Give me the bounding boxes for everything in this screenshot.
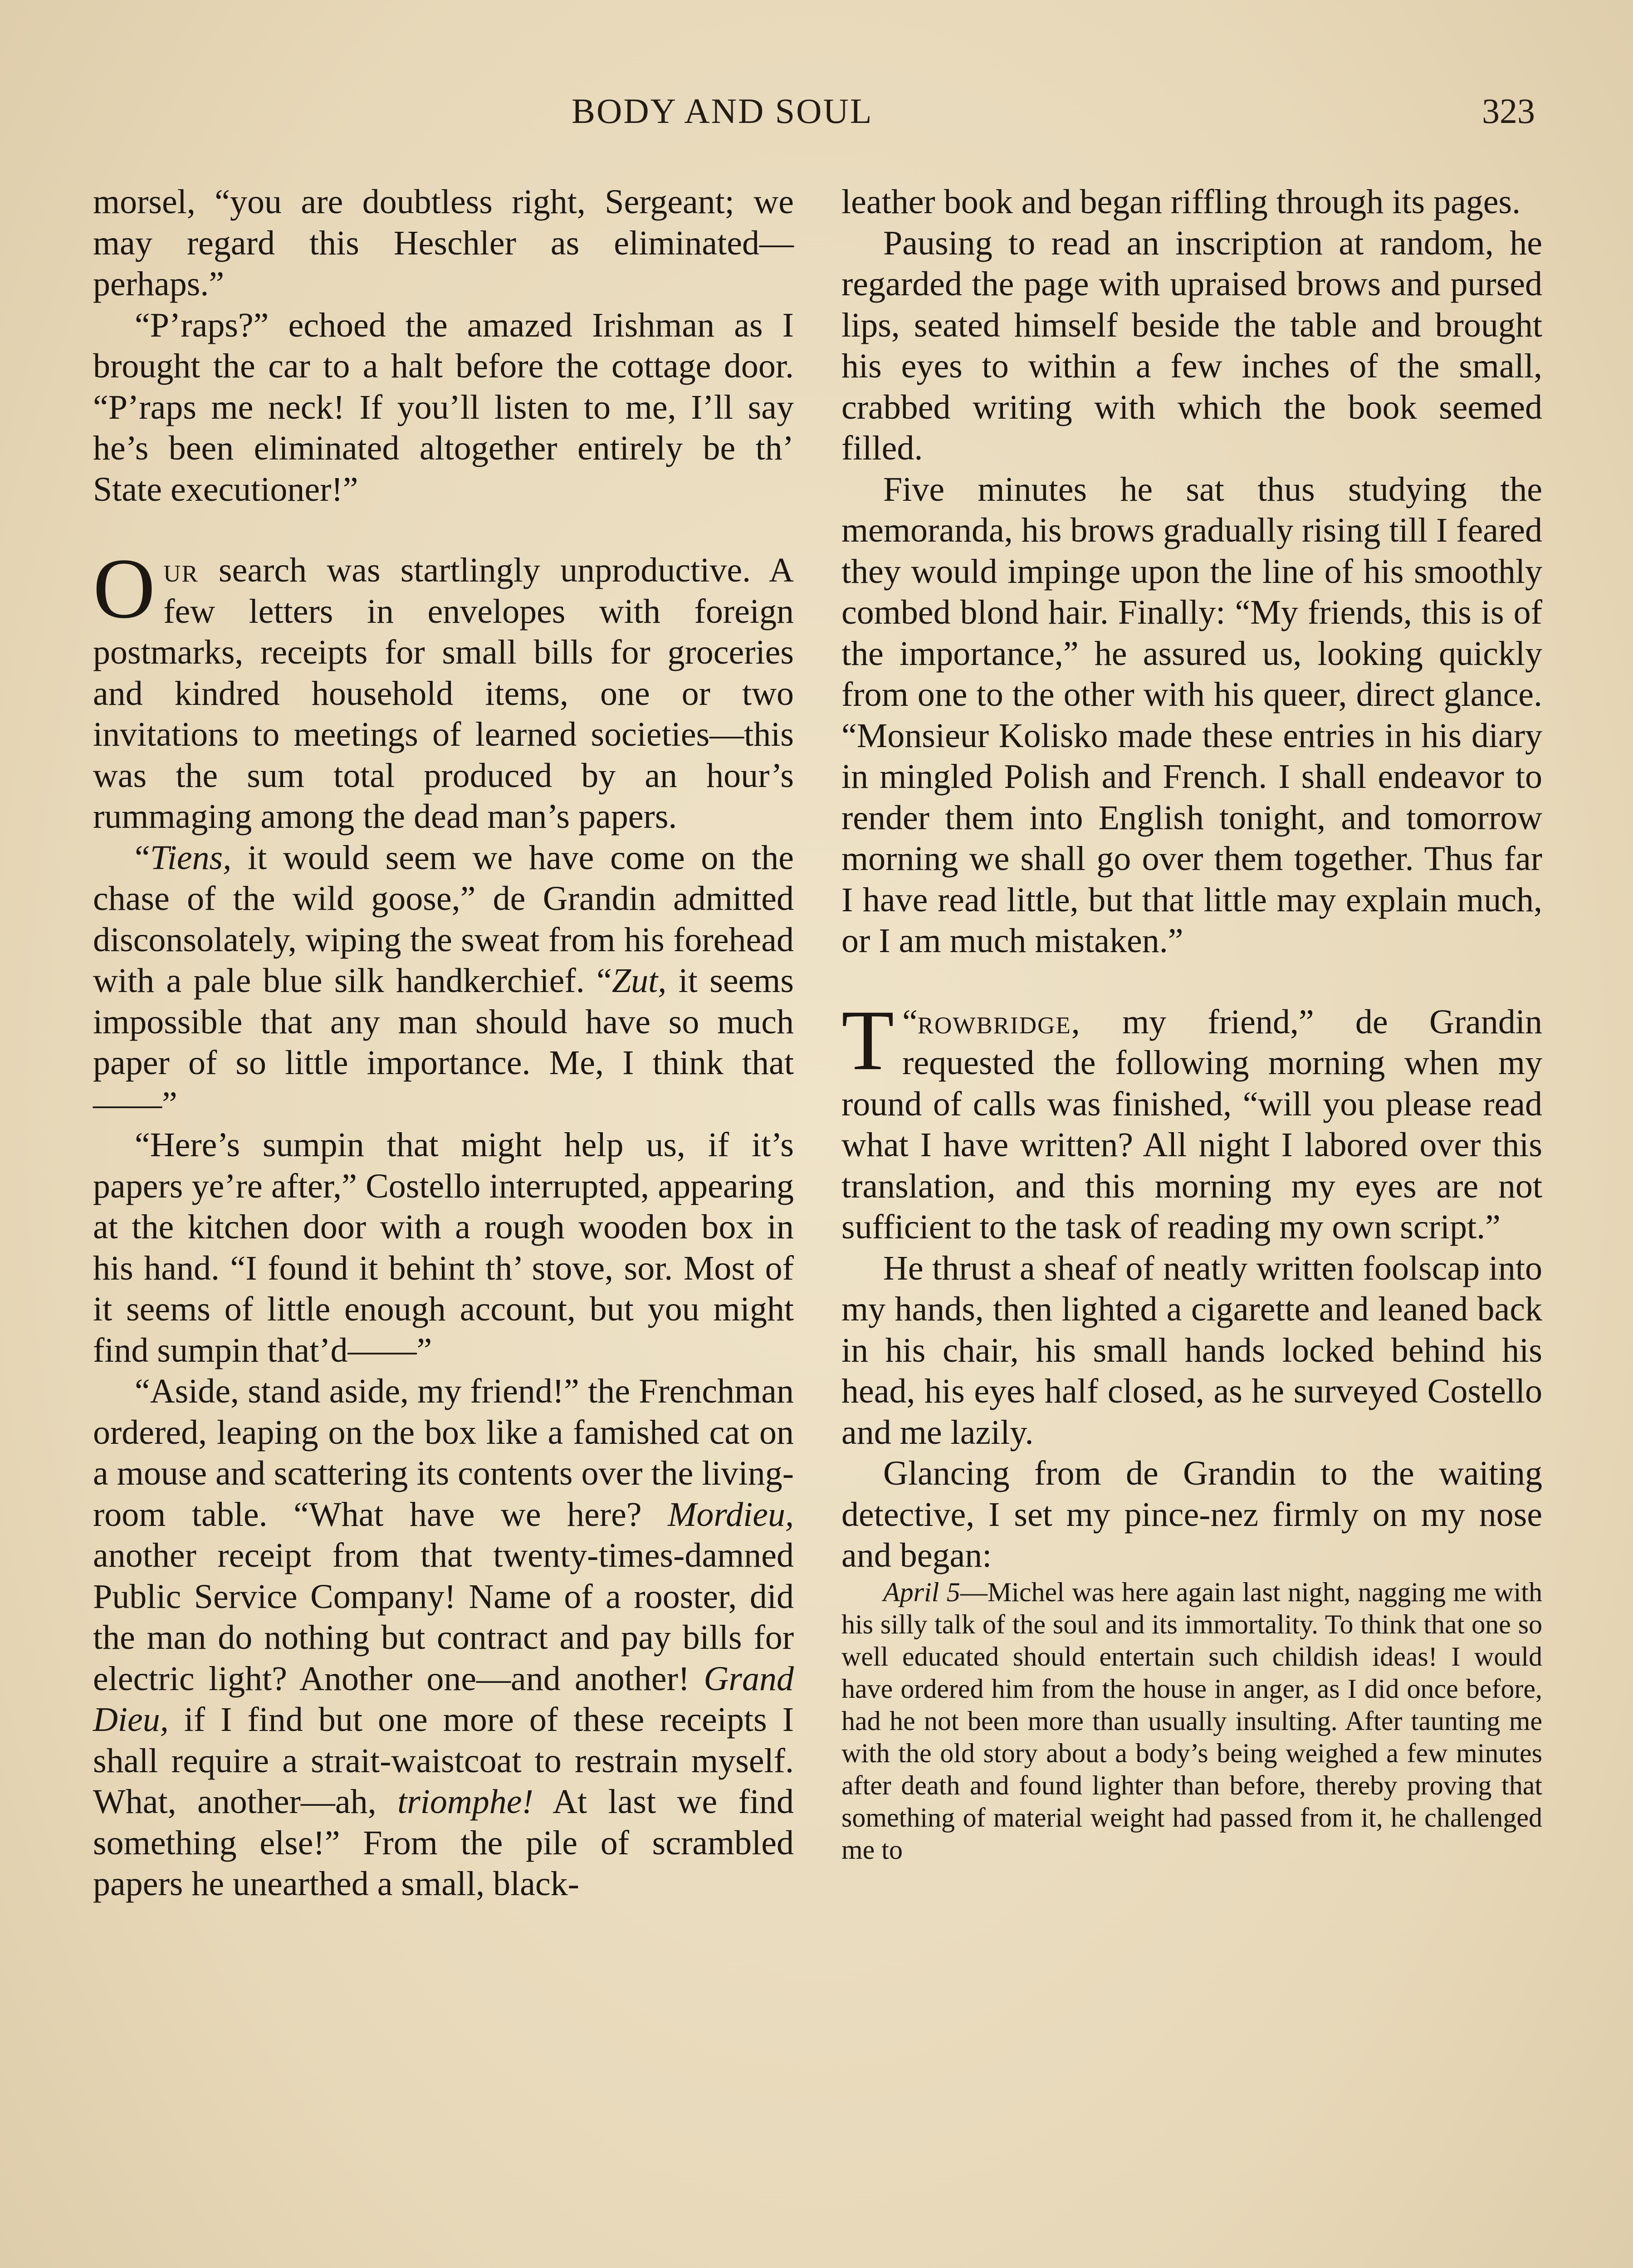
paragraph-text: search was startlingly unproductive. A few letters in envelopes with foreign postmarks, receipts for small bills for groceries and kindred household items, one or two invitations to meetings of learned societies—this was the sum total produced by an hour’s rummaging among the dead man’s papers. (93, 551, 794, 836)
paragraph: He thrust a sheaf of neatly written foolscap into my hands, then lighted a cigarette and leaned back in his chair, his small hands locked behind his head, his eyes half closed, as he surveyed Costello and me lazily. (841, 1249, 1542, 1452)
paragraph-text: it seems impossible that any man should have so much paper of so little importance. Me, I think that——” (93, 962, 794, 1123)
paragraph-text: “Aside, stand aside, my friend!” the Frenchman ordered, leaping on the box like a famished cat on a mouse and scattering its contents over the living-room table. “What have we here? (93, 1372, 794, 1534)
small-caps-lead: ur (163, 551, 199, 589)
right-column (841, 181, 1542, 1866)
quote-mark: “ (135, 838, 150, 877)
quote-mark: “ (902, 1002, 918, 1041)
paragraph: Glancing from de Grandin to the waiting detective, I set my pince-nez firmly on my nose and began: (841, 1454, 1542, 1574)
paragraph-text: At last we find something else!” From the pile of scrambled papers he unearthed a small, black- (93, 1783, 794, 1903)
drop-cap: O (93, 541, 156, 636)
italic-word: triomphe! (397, 1783, 533, 1821)
paragraph-dropcap (93, 541, 794, 837)
paragraph-text: it would seem we have come on the chase of the wild goose,” de Grandin admitted disconsolately, wiping the sweat from his forehead with a pale blue silk handkerchief. “ (93, 838, 794, 1000)
italic-word: Zut, (611, 962, 667, 1000)
paragraph: morsel, “you are doubtless right, Sergeant; we may regard this Heschler as eliminated—perhaps.” (93, 183, 794, 303)
paragraph-dropcap (841, 992, 1542, 1248)
diary-text: —Michel was here again last night, nagging me with his silly talk of the soul and its immortality. To think that one so well educated should entertain such childish ideas! I would have ordered him from the house in anger, as I did once before, had he not been more than usually insulting. After taunting me with the old story about a body’s being weighed a few minutes after death and found lighter than before, thereby proving that something of material weight had passed from it, he challenged me to (841, 1577, 1543, 1865)
diary-date: April 5 (883, 1577, 960, 1607)
paragraph: Five minutes he sat thus studying the memoranda, his brows gradually rising till I feared they would impinge upon the line of his smoothly combed blond hair. Finally: “My friends, this is of the importance,” he assured us, looking quickly from one to the other with his queer, direct glance. “Monsieur Kolisko made these entries in his diary in mingled Polish and French. I shall endeavor to render them into English tonight, and tomorrow morning we shall go over them together. Thus far I have read little, but that little may explain much, or I am much mistaken.” (841, 470, 1542, 960)
small-caps-lead: rowbridge, (917, 1002, 1081, 1041)
paragraph-text: if I find but one more of these receipts I shall require a strait-waistcoat to restrain myself. What, another—ah, (93, 1701, 794, 1821)
diary-entry (841, 1576, 1542, 1866)
paragraph: “P’raps?” echoed the amazed Irishman as I brought the car to a halt before the cottage door. “P’raps me neck! If you’ll listen to me, I’ll say he’s been eliminated altogether entirely be th’ State executioner!” (93, 306, 794, 508)
italic-word: Grand Dieu, (93, 1659, 794, 1739)
italic-word: Mordieu, (668, 1495, 794, 1534)
paragraph (93, 1371, 794, 1905)
drop-cap: T (841, 992, 895, 1088)
paragraph: “Here’s sumpin that might help us, if it’s papers ye’re after,” Costello interrupted, appearing at the kitchen door with a rough wooden box in his hand. “I found it behint th’ stove, sor. Most of it seems of little enough account, but you might find sumpin that’d——” (93, 1126, 794, 1369)
paragraph: leather book and began riffling through its pages. (841, 183, 1521, 221)
italic-word: Tiens, (150, 838, 232, 877)
page-number: 323 (1482, 91, 1535, 131)
left-column (93, 181, 794, 1905)
paragraph (93, 837, 794, 1125)
paragraph-text: another receipt from that twenty-times-damned Public Service Company! Name of a rooster, did the man do nothing but contract and pay bills for electric light? Another one—and another! (93, 1536, 794, 1698)
paragraph-text: my friend,” de Grandin requested the following morning when my round of calls was finished, “will you please read what I have written? All night I labored over this translation, and this morning my eyes are not sufficient to the task of reading my own script.” (841, 1002, 1542, 1246)
paragraph: Pausing to read an inscription at random, he regarded the page with upraised brows and pursed lips, seated himself beside the table and brought his eyes to within a few inches of the small, crabbed writing with which the book seemed filled. (841, 224, 1542, 467)
running-title: BODY AND SOUL (572, 91, 873, 131)
